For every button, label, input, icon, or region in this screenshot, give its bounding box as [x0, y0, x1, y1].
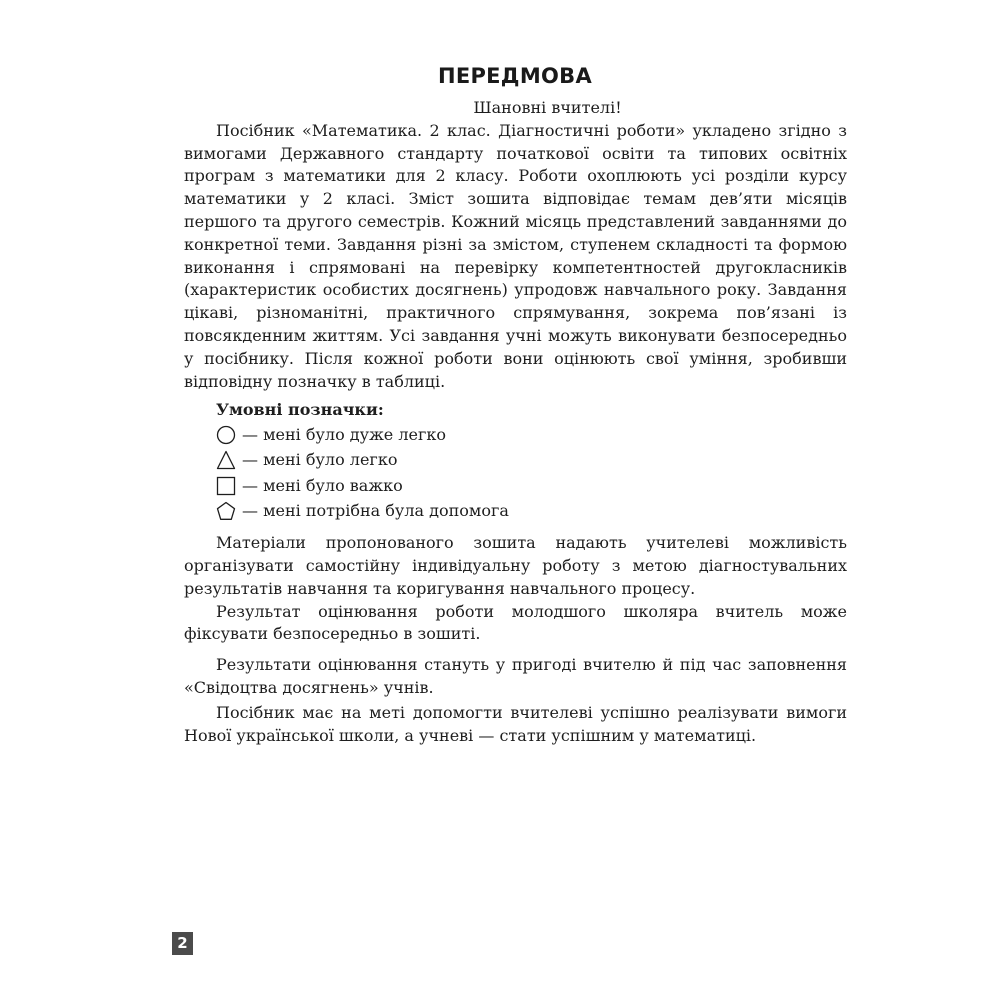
circle-icon: [216, 425, 236, 445]
square-icon: [216, 476, 236, 496]
paragraph-assessment-result: Результат оцінювання роботи молодшого школяра вчитель може фіксувати безпосередньо в зошиті.: [184, 601, 847, 644]
legend-item-easy: [216, 448, 847, 474]
legend-item-needed-help: [216, 499, 847, 525]
intro-paragraph: Посібник «Математика. 2 клас. Діагностичні роботи» укладено згідно з вимогами Державного стандарту початкової освіти та типових освітніх програм з математики для 2 класу. Роботи охоплюють усі розділи курсу математики у 2 класі. Зміст зошита відповідає темам дев’яти місяців першого та другого семестрів. Кожний місяць представлений завданнями до конкретної теми. Завдання різні за змістом, ступенем складності та формою виконання і спрямовані на перевірку компетентностей другокласників (характеристик особистих досягнень) упродовж навчального року. Завдання цікаві, різноманітні, практичного спрямування, зокрема пов’язані із повсякденним життям. Усі завдання учні можуть виконувати безпосередньо у посібнику. Після кожної роботи вони оцінюють свої уміння, зробивши відповідну позначку в таблиці.: [184, 120, 847, 391]
legend-item-label: — мені було легко: [242, 450, 398, 469]
paragraph-goal: Посібник має на меті допомогти вчителеві успішно реалізувати вимоги Нової української школи, а учневі — стати успішним у математиці.: [184, 702, 847, 745]
legend-item-label: — мені було дуже легко: [242, 424, 446, 444]
legend-item-label: — мені було важко: [242, 475, 403, 495]
legend-item-hard: [216, 473, 847, 499]
legend-item-very-easy: [216, 422, 847, 448]
page-title: ПЕРЕДМОВА: [437, 64, 593, 88]
paragraph-certificate: Результати оцінювання стануть у пригоді вчителю й під час заповнення «Свідоцтва досягнень» учнів.: [184, 655, 847, 697]
legend-item-label: — мені потрібна була допомога: [242, 501, 509, 520]
pentagon-icon: [216, 501, 236, 521]
legend-title: Умовні позначки:: [216, 400, 384, 420]
text-column: [184, 97, 847, 747]
greeting: Шановні вчителі!: [473, 98, 622, 117]
paragraph-materials: Матеріали пропонованого зошита надають учителеві можливість організувати самостійну індивідуальну роботу з метою діагностувальних результатів навчання та коригування навчального процесу.: [184, 533, 847, 598]
legend-list: [216, 422, 847, 524]
triangle-icon: [216, 450, 236, 470]
page-number: 2: [172, 932, 193, 955]
